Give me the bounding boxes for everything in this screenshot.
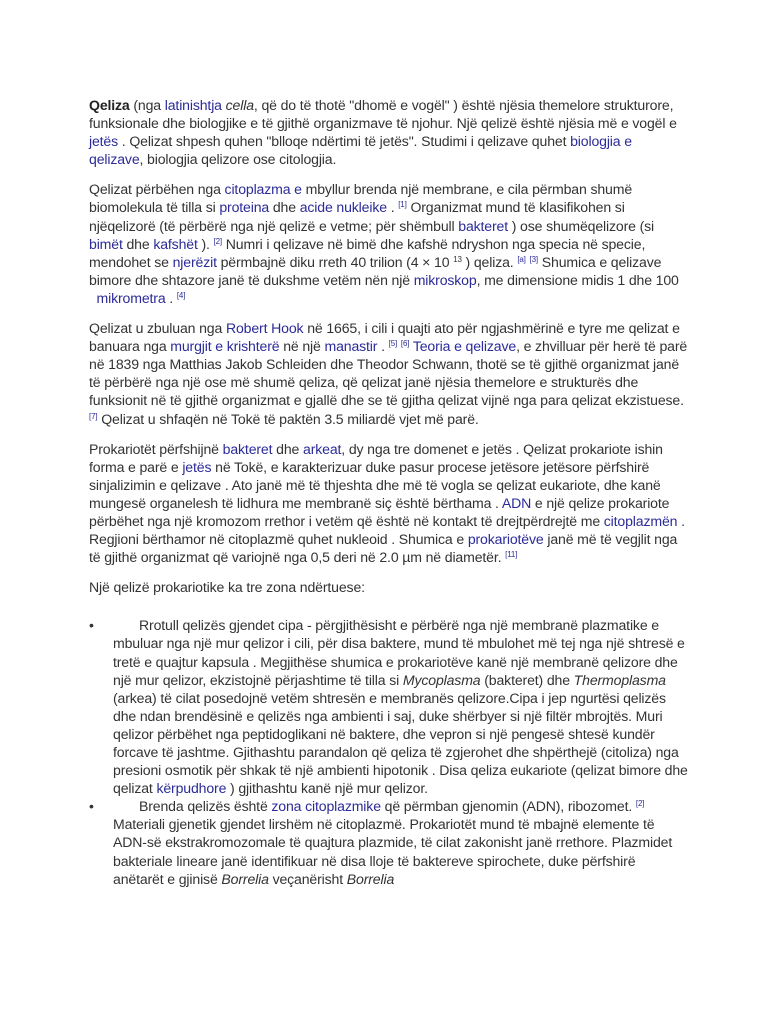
text: që përmban gjenomin (ADN), ribozomet. [380, 798, 636, 815]
text: Shumica e qelizave bimore dhe shtazore janë të dukshme vetëm nën një [89, 253, 662, 288]
zones-list [89, 616, 689, 887]
link-kafshet[interactable]: kafshët [153, 235, 198, 252]
reference-2b[interactable]: [2] [635, 799, 645, 809]
paragraph-prokaryotes [89, 440, 689, 567]
link-acide-nukleike[interactable]: acide nukleike [299, 199, 387, 216]
text: ) qeliza. [461, 253, 518, 270]
text: janë më të vegjlit nga të gjithë organizmat që variojnë nga 0,5 deri në 2.0 µm në diametër. [89, 531, 678, 566]
link-prokarioteve[interactable]: prokariotëve [467, 531, 544, 548]
link-latinishtja[interactable]: latinishtja [164, 97, 222, 113]
text: Prokariotët përfshijnë [89, 440, 223, 457]
reference-2[interactable]: [2] [213, 236, 223, 246]
article-title-term: Qeliza [89, 97, 130, 113]
link-proteina[interactable]: proteina [219, 199, 270, 216]
text: , me dimensione midis 1 dhe 100 [476, 271, 679, 288]
text: , dy nga tre domenet e jetës . Qelizat prokariote ishin forma e parë e [89, 440, 663, 475]
text: dhe [269, 199, 300, 216]
reference-3[interactable]: [3] [529, 254, 538, 264]
link-teoria-e-qelizave[interactable]: Teoria e qelizave [412, 338, 517, 355]
reference-5[interactable]: [5] [388, 339, 398, 349]
text: dhe [122, 235, 154, 252]
link-biologjia-e-qelizave[interactable]: biologjia e qelizave [89, 133, 632, 168]
text: Materiali gjenetik gjendet lirshëm në citoplazmë. Prokariotët mund të mbajnë elemente të ADN-së ekstrakromozomale të quajtura plazmide, të cilat zakonisht janë rrethore. Plazmidet bakteriale lineare janë identifikuar në disa lloje të baktereve spirochete, duke përfshirë anëtarët e gjinisë [113, 816, 673, 887]
link-bakteret[interactable]: bakteret [458, 217, 508, 234]
text: , që do të thotë "dhomë e vogël" ) është njësia themelore strukturore, funksionale dhe biologjike e të gjithë organizmave të njohur. Një qelizë është njësia më e vogël e [89, 97, 677, 132]
link-jetes[interactable]: jetës [89, 133, 119, 150]
list-item [89, 616, 689, 797]
paragraph-composition [89, 180, 689, 307]
text: . [165, 289, 177, 306]
text-mycoplasma: Mycoplasma [402, 671, 481, 688]
text: . Regjioni bërthamor në citoplazmë quhet nukleoid . Shumica e [89, 512, 685, 548]
reference-6[interactable]: [6] [400, 339, 410, 349]
link-bimet[interactable]: bimët [89, 235, 123, 252]
text: Numri i qelizave në bimë dhe kafshë ndryshon nga specia në specie, mendohet se [89, 235, 646, 270]
link-mikroskop[interactable]: mikroskop [413, 271, 477, 288]
paragraph-intro [89, 96, 689, 168]
link-manastir[interactable]: manastir [324, 338, 378, 355]
text: . Qelizat shpesh quhen "blloqe ndërtimi të jetës". Studimi i qelizave quhet [118, 133, 571, 150]
text: Organizmat mund të klasifikohen si njëqelizorë (të përbërë nga një qelizë e vetme; për shëmbull [89, 199, 625, 234]
text-thermoplasma: Thermoplasma [573, 671, 666, 688]
text: Qelizat u zbuluan nga [89, 320, 226, 337]
text: Qelizat përbëhen nga [89, 181, 225, 198]
reference-7[interactable]: [7] [89, 411, 98, 421]
link-njerezit[interactable]: njerëzit [172, 253, 217, 270]
text: Brenda qelizës është [139, 798, 272, 815]
paragraph-discovery [89, 319, 689, 428]
text: (nga [129, 97, 165, 113]
link-kerpudhore[interactable]: kërpudhore [156, 780, 227, 797]
text: dhe [272, 440, 303, 457]
reference-11[interactable]: [11] [505, 550, 518, 560]
link-arkeat[interactable]: arkeat [303, 440, 342, 457]
text-cella: cella [225, 97, 254, 113]
text: (arkea) të cilat posedojnë vetëm shtresën e membranës qelizore.Cipa i jep ngurtësi qelizës dhe ndan brendësinë e qelizës nga ambienti i saj, duke shërbyer si një filtër mbrojtës. Muri qelizor përbëhet nga peptidoglikani në baktere, dhe vepron si një pengesë shtesë kundër forcave të jashtme. Gjithashtu parandalon që qeliza të zgjerohet dhe shpërthejë (citoliza) nga presioni osmotik për shkak të një ambienti hipotonik . Disa qeliza eukariote (qelizat bimore dhe qelizat [113, 689, 688, 797]
text-borrelia: Borrelia [221, 870, 269, 887]
text: në Tokë, e karakterizuar duke pasur procese jetësore jetësore përfshirë sinjalizimin e qelizave . Ato janë më të thjeshta dhe më të vogla se qelizat eukariote, dhe kanë mungesë organelesh të lidhura me membranë siç është bërthama . [89, 458, 661, 511]
exponent: 13 [453, 254, 462, 264]
link-zona-citoplazmike[interactable]: zona citoplazmike [271, 798, 381, 815]
link-mikrometra[interactable]: mikrometra [96, 289, 166, 306]
text: ). [197, 235, 214, 252]
link-citoplazmen[interactable]: citoplazmën [603, 512, 678, 529]
text: e një qelize prokariote përbëhet nga një kromozom rrethor i vetëm që është në kontakt të drejtpërdrejtë me [89, 494, 670, 529]
text: . [377, 338, 389, 355]
list-item [89, 797, 689, 887]
text-borrelia-2: Borrelia [346, 870, 395, 887]
paragraph-zones-intro: Një qelizë prokariotike ka tre zona ndërtuese: [89, 579, 365, 596]
link-robert-hook[interactable]: Robert Hook [225, 320, 304, 337]
article-body [89, 96, 689, 888]
link-murgjit-e-krishtere[interactable]: murgjit e krishterë [170, 338, 280, 355]
text: Rrotull qelizës gjendet cipa - përgjithësisht e përbërë nga një membranë plazmatike e mbuluar nga një mur qelizor i cili, për disa baktere, mund të mbulohet më tej nga një shtresë e tretë e quajtur kapsula . Megjithëse shumica e prokariotëve kanë një membranë qelizore dhe një mur qelizor, ekzistojnë përjashtime të tilla si [113, 617, 685, 688]
reference-1[interactable]: [1] [398, 200, 407, 210]
text: . [386, 199, 399, 216]
bullet-icon: • [89, 617, 94, 634]
text: , biologjia qelizore ose citologjia. [139, 151, 337, 168]
text: në 1665, i cili i quajti ato për ngjashmërinë e tyre me qelizat e banuara nga [89, 320, 680, 355]
text: ) ose shumëqelizore (si [507, 217, 654, 234]
text: Qelizat u shfaqën në Tokë të paktën 3.5 miliardë vjet më parë. [97, 410, 479, 427]
text: (bakteret) dhe [480, 671, 574, 688]
link-adn[interactable]: ADN [501, 494, 532, 511]
text: mbyllur brenda një membrane, e cila përmban shumë biomolekula të tilla si [89, 181, 633, 216]
link-bakteret-2[interactable]: bakteret [222, 440, 273, 457]
link-citoplazma[interactable]: citoplazma e [224, 181, 302, 198]
bullet-icon: • [89, 798, 94, 815]
link-jetes-2[interactable]: jetës [182, 458, 212, 475]
reference-a[interactable]: [a] [517, 254, 526, 264]
text: ) gjithashtu kanë një mur qelizor. [226, 780, 428, 797]
reference-4[interactable]: [4] [176, 290, 186, 300]
text: veçanërisht [268, 870, 347, 887]
text: në një [279, 338, 325, 355]
text: përmbajnë diku rreth 40 trilion (4 × 10 [216, 253, 454, 270]
text: , e zhvilluar për herë të parë në 1839 nga Matthias Jakob Schleiden dhe Theodor Schwann, thotë se të gjithë organizmat janë të përbërë nga një ose më shumë qeliza, që qelizat janë njësia themelore e strukturës dhe funksionit në të gjithë organizmat e gjallë dhe se të gjitha qelizat vijnë nga para qelizat ekzistuese. [89, 338, 688, 409]
